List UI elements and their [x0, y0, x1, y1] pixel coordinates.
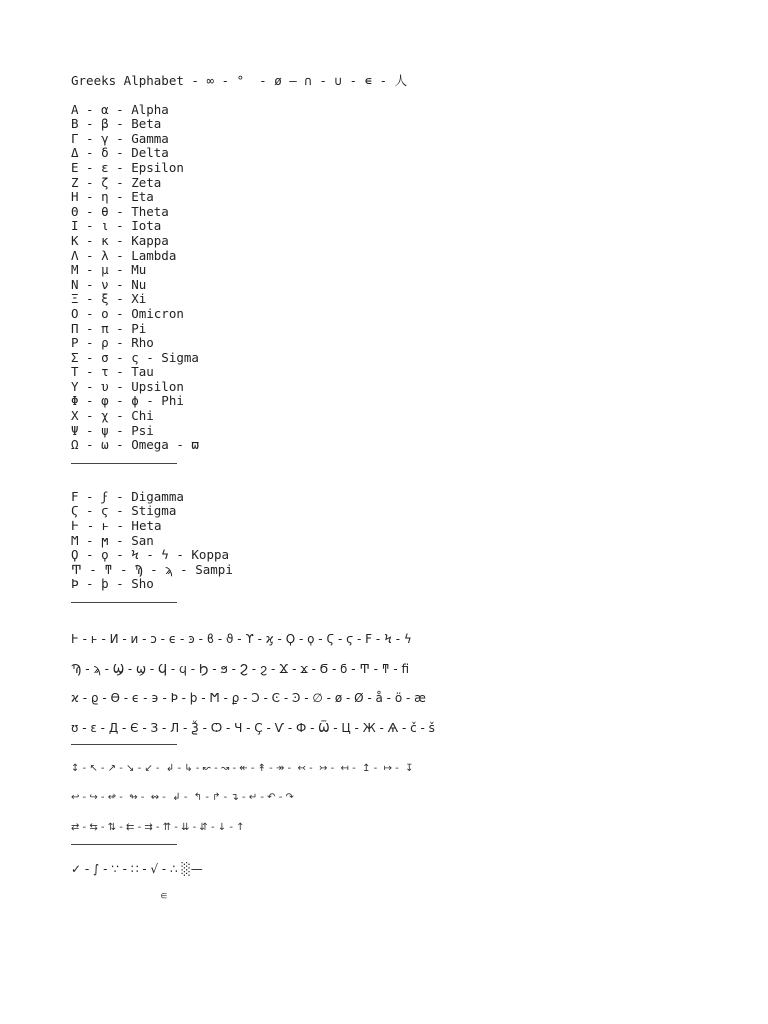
symbol-row: Ͱ - ͱ - И - и - ͻ - ϵ - ͽ - ϐ - ϑ - ϒ - ϗ - Ϙ - ϙ - Ϛ - ϛ - Ϝ - Ϟ - ϟ	[71, 632, 412, 646]
archaic-letter-row: Ϙ - ϙ - Ϟ - ϟ - Koppa	[71, 547, 230, 563]
greek-letter-row: Ρ - ρ - Rho	[71, 335, 154, 351]
greek-letter-row: Β - β - Beta	[71, 116, 162, 132]
greek-letter-row: Γ - γ - Gamma	[71, 130, 169, 146]
archaic-letter-row: Ϸ - ϸ - Sho	[71, 576, 154, 592]
section-divider	[71, 602, 177, 603]
greek-letter-row: Ω - ω - Omega - ϖ	[71, 437, 199, 453]
greek-letter-row: Ι - ι - Iota	[71, 218, 162, 234]
symbol-row: Ϡ - ϡ - Ϣ - ϣ - Ϥ - ϥ - Ϧ - ϧ - Ϩ - ϩ - Ϫ - ϫ - Ϭ - ϭ - Ͳ - ͳ - ﬁ	[71, 661, 410, 676]
symbol-row: ʊ - ɛ - Д - Є - З - Л - Ѯ - Ѻ - Ч - Ҫ - Ѵ - Ф - Ѿ - Ц - Ж - Ѧ - č - š	[71, 720, 435, 735]
greek-letter-row: Ν - ν - Nu	[71, 276, 147, 292]
arrow-symbol-rows	[71, 759, 751, 838]
document	[71, 74, 751, 905]
greek-letter-row: Ψ - ψ - Psi	[71, 422, 154, 438]
archaic-letters-list	[71, 490, 751, 592]
archaic-letter-row: Ͱ - ͱ - Heta	[71, 518, 162, 534]
archaic-letter-row: Ͳ - ͳ - Ϡ - ϡ - Sampi	[71, 561, 233, 577]
arrow-row: ↩ - ↪ - ↫ - ↬ - ↭ - ↲ - ↰ - ↱ - ↴ - ↵ - ↶ - ↷	[71, 792, 294, 803]
greek-letter-row: Ε - ε - Epsilon	[71, 159, 184, 175]
greek-letter-row: Φ - φ - ϕ - Phi	[71, 393, 184, 409]
greek-letter-row: Μ - μ - Mu	[71, 262, 147, 278]
greek-letter-row: Κ - κ - Kappa	[71, 232, 169, 248]
greek-letter-row: Ξ - ξ - Xi	[71, 291, 147, 307]
greek-letter-row: Χ - χ - Chi	[71, 408, 154, 424]
greek-letter-row: Ζ - ζ - Zeta	[71, 174, 162, 190]
greek-letter-row: Π - π - Pi	[71, 320, 147, 336]
math-symbol-row: ✓ - ∫ - ∵ - ∷ - √ - ∴ ░—	[71, 861, 203, 876]
greek-letter-row: Θ - θ - Theta	[71, 203, 169, 219]
greek-alphabet-list	[71, 103, 751, 453]
letter-symbol-rows	[71, 629, 751, 738]
greek-letter-row: Σ - σ - ς - Sigma	[71, 349, 199, 365]
greek-letter-row: Ο - ο - Omicron	[71, 305, 184, 321]
symbol-row: ϰ - ϱ - ϴ - ϵ - ϶ - Ϸ - ϸ - Ϻ - ϼ - Ͻ - Ͼ - Ͽ - ∅ - ø - Ø - å - ö - æ	[71, 691, 426, 705]
section-divider	[71, 744, 177, 745]
section-divider	[71, 844, 177, 845]
page-title: Greeks Alphabet - ∞ - ° - ø — ∩ - ∪ - ∊ - 人	[71, 73, 408, 88]
greek-letter-row: Υ - υ - Upsilon	[71, 378, 184, 394]
section-divider	[71, 463, 177, 464]
arrow-row: ↕ - ↖ - ↗ - ↘ - ↙ - ↲ - ↳ - ↜ - ↝ - ↞ - ↟ - ↠ - ↢ - ↣ - ↤ - ↥ - ↦ - ↧	[71, 762, 414, 774]
greek-letter-row: Τ - τ - Tau	[71, 364, 154, 380]
archaic-letter-row: Ϻ - ϻ - San	[71, 532, 154, 548]
greek-letter-row: Η - η - Eta	[71, 189, 154, 205]
archaic-letter-row: Ϛ - ϛ - Stigma	[71, 503, 177, 519]
archaic-letter-row: Ϝ - ϝ - Digamma	[71, 488, 184, 504]
arrow-row: ⇄ - ⇆ - ⇅ - ⇇ - ⇉ - ⇈ - ⇊ - ⇵ - ↓ - ↑	[71, 821, 245, 833]
greek-letter-row: Λ - λ - Lambda	[71, 247, 177, 263]
greek-letter-row: Α - α - Alpha	[71, 101, 169, 117]
greek-letter-row: Δ - δ - Delta	[71, 145, 169, 161]
trailing-symbol: ∊	[160, 888, 168, 902]
